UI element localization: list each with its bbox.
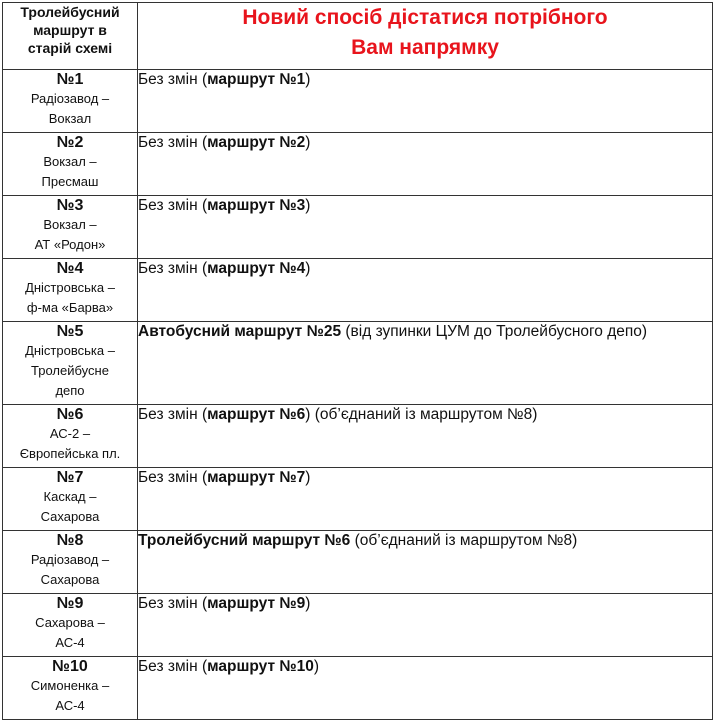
new-route-suffix: (об’єднаний із маршрутом №8) (350, 532, 578, 549)
new-route-bold: маршрут №9 (207, 595, 306, 612)
table-row (3, 468, 713, 531)
header-new-way (138, 3, 713, 70)
new-route-prefix: Без змін ( (138, 595, 208, 612)
new-route-suffix: (від зупинки ЦУМ до Тролейбусного депо) (341, 323, 648, 340)
new-route-bold: маршрут №4 (207, 260, 306, 277)
table-row (3, 133, 713, 196)
new-route-cell (138, 468, 713, 531)
route-desc-line: Симоненка – (30, 678, 110, 693)
table-row (3, 259, 713, 322)
new-route-suffix: ) (305, 134, 311, 151)
new-route-suffix: ) (313, 658, 320, 675)
route-number: №6 (56, 406, 84, 423)
route-number: №7 (56, 469, 84, 486)
new-route-cell (138, 133, 713, 196)
new-route-prefix: Без змін ( (138, 658, 208, 675)
header-new-line2: Вам напрямку (351, 36, 499, 59)
new-route-bold: маршрут №10 (207, 658, 314, 675)
route-number: №9 (56, 595, 84, 612)
new-route-bold: маршрут №2 (207, 134, 306, 151)
new-route-prefix: Без змін ( (138, 406, 208, 423)
route-desc-line: АС-4 (55, 635, 85, 650)
route-desc-line: АС-4 (55, 698, 85, 713)
new-route-cell (138, 531, 713, 594)
old-route-cell (3, 594, 138, 657)
route-desc-line: Дністровська – (25, 280, 115, 295)
new-route-prefix: Без змін ( (138, 134, 208, 151)
old-route-cell (3, 531, 138, 594)
route-desc-line: Вокзал – (43, 217, 97, 232)
route-desc-line: Вокзал – (43, 154, 97, 169)
route-desc-line: депо (55, 383, 85, 398)
new-route-suffix: ) (305, 71, 311, 88)
old-route-cell (3, 657, 138, 720)
route-desc-line: Сахарова (40, 572, 100, 587)
route-desc-line: Сахарова – (35, 615, 105, 630)
new-route-prefix: Без змін ( (138, 71, 208, 88)
route-desc-line: Європейська пл. (19, 446, 121, 461)
table-row (3, 405, 713, 468)
route-desc-line: АС-2 – (49, 426, 91, 441)
table-row (3, 531, 713, 594)
routes-table (2, 2, 713, 720)
new-route-bold: Тролейбусний маршрут №6 (138, 532, 351, 549)
old-route-cell (3, 468, 138, 531)
table-row (3, 657, 713, 720)
header-old-line2: маршрут в (33, 22, 107, 38)
header-old-line3: старій схемі (27, 40, 113, 56)
new-route-bold: маршрут №3 (207, 197, 306, 214)
route-number: №5 (56, 323, 84, 340)
route-desc-line: АТ «Родон» (34, 237, 106, 252)
new-route-cell (138, 196, 713, 259)
new-route-bold: маршрут №1 (207, 71, 306, 88)
table-row (3, 594, 713, 657)
new-route-suffix: ) (об’єднаний із маршрутом №8) (305, 406, 538, 423)
new-route-suffix: ) (305, 197, 311, 214)
new-route-suffix: ) (305, 595, 311, 612)
route-number: №3 (56, 197, 84, 214)
table-row (3, 322, 713, 405)
old-route-cell (3, 322, 138, 405)
new-route-prefix: Без змін ( (138, 260, 208, 277)
new-route-bold: маршрут №6 (207, 406, 306, 423)
route-desc-line: Пресмаш (41, 174, 99, 189)
new-route-suffix: ) (305, 260, 311, 277)
route-number: №4 (56, 260, 84, 277)
route-desc-line: Радіозавод – (30, 552, 110, 567)
new-route-bold: маршрут №7 (207, 469, 306, 486)
new-route-cell (138, 259, 713, 322)
route-desc-line: Сахарова (40, 509, 100, 524)
route-number: №2 (56, 134, 84, 151)
old-route-cell (3, 70, 138, 133)
new-route-prefix: Без змін ( (138, 197, 208, 214)
old-route-cell (3, 405, 138, 468)
new-route-suffix: ) (305, 469, 311, 486)
new-route-cell (138, 405, 713, 468)
route-desc-line: Вокзал (48, 111, 92, 126)
old-route-cell (3, 133, 138, 196)
new-route-cell (138, 594, 713, 657)
header-new-line1: Новий спосіб дістатися потрібного (242, 6, 608, 29)
route-number: №10 (52, 658, 88, 675)
route-number: №1 (56, 71, 84, 88)
new-route-cell (138, 70, 713, 133)
old-route-cell (3, 196, 138, 259)
new-route-cell (138, 322, 713, 405)
table-row (3, 196, 713, 259)
table-row (3, 70, 713, 133)
new-route-cell (138, 657, 713, 720)
new-route-prefix: Без змін ( (138, 469, 208, 486)
route-desc-line: ф-ма «Барва» (26, 300, 114, 315)
old-route-cell (3, 259, 138, 322)
route-desc-line: Тролейбусне (31, 363, 109, 378)
route-desc-line: Каскад – (43, 489, 97, 504)
header-old-line1: Тролейбусний (20, 4, 120, 20)
header-old-route (3, 3, 138, 70)
route-desc-line: Дністровська – (25, 343, 115, 358)
route-desc-line: Радіозавод – (30, 91, 110, 106)
new-route-bold: Автобусний маршрут №25 (138, 323, 342, 340)
route-number: №8 (56, 532, 84, 549)
header-row (3, 3, 713, 70)
